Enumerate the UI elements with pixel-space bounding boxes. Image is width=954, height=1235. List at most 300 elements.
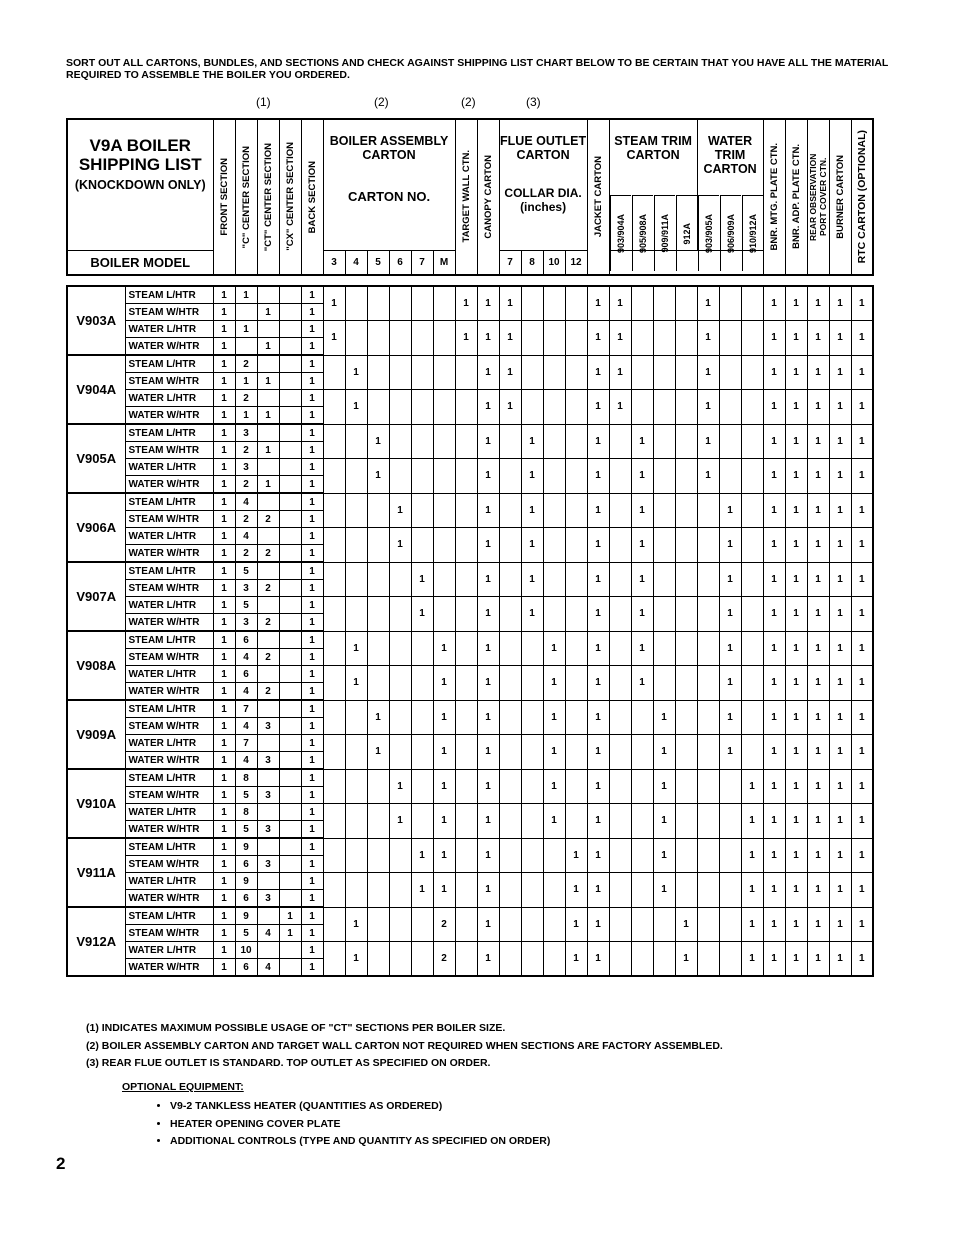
section-qty: 5 — [235, 562, 257, 580]
carton-qty — [345, 562, 367, 597]
carton-qty: 1 — [433, 700, 455, 735]
carton-qty: 1 — [455, 321, 477, 356]
carton-qty — [719, 942, 741, 977]
carton-qty: 1 — [367, 700, 389, 735]
row-label: STEAM W/HTR — [125, 718, 213, 735]
section-qty: 1 — [213, 580, 235, 597]
section-qty: 9 — [235, 907, 257, 925]
carton-qty — [609, 942, 631, 977]
carton-qty: 1 — [851, 769, 873, 804]
carton-qty: 1 — [631, 666, 653, 701]
section-qty: 5 — [235, 821, 257, 839]
carton-qty — [719, 286, 741, 321]
section-qty — [257, 873, 279, 890]
intro-text: SORT OUT ALL CARTONS, BUNDLES, AND SECTIONS AND CHECK AGAINST SHIPPING LIST CHART BELOW TO BE CERTAIN THAT YOU HAVE ALL THE MATERIAL REQUIRED TO ASSEMBLE THE BOILER YOU ORDERED. — [66, 57, 889, 81]
carton-qty: 1 — [829, 942, 851, 977]
carton-qty — [565, 424, 587, 459]
table-row — [67, 769, 873, 787]
carton-qty: 1 — [763, 424, 785, 459]
carton-qty — [389, 597, 411, 632]
carton-qty: 1 — [719, 597, 741, 632]
carton-qty: 1 — [851, 562, 873, 597]
carton-qty — [697, 562, 719, 597]
carton-qty — [697, 907, 719, 942]
carton-qty: 1 — [851, 424, 873, 459]
carton-qty — [543, 355, 565, 390]
carton-qty: 1 — [851, 493, 873, 528]
carton-qty: 1 — [785, 355, 807, 390]
model-name: V904A — [67, 355, 125, 424]
carton-qty: 1 — [785, 597, 807, 632]
section-qty: 1 — [301, 873, 323, 890]
carton-qty — [323, 459, 345, 494]
trim-col-label: 903/905A — [704, 213, 714, 254]
carton-qty: 1 — [741, 873, 763, 908]
carton-qty — [521, 735, 543, 770]
carton-qty — [499, 942, 521, 977]
col-ct-center: "CT" CENTER SECTION — [262, 142, 274, 251]
carton-qty — [543, 942, 565, 977]
carton-qty — [367, 769, 389, 804]
section-qty: 2 — [257, 683, 279, 701]
section-qty — [279, 718, 301, 735]
carton-qty — [565, 562, 587, 597]
section-qty: 1 — [213, 286, 235, 304]
carton-qty — [609, 700, 631, 735]
carton-qty: 1 — [477, 459, 499, 494]
carton-qty: 1 — [763, 493, 785, 528]
carton-qty — [411, 355, 433, 390]
carton-qty: 1 — [829, 424, 851, 459]
section-qty: 9 — [235, 873, 257, 890]
carton-qty: 1 — [851, 907, 873, 942]
section-qty: 1 — [213, 304, 235, 321]
steam-trim-title: STEAM TRIM CARTON — [614, 134, 692, 162]
carton-qty: 1 — [719, 493, 741, 528]
carton-qty: 1 — [367, 735, 389, 770]
carton-no-label: CARTON NO. — [347, 189, 431, 204]
carton-qty: 1 — [411, 838, 433, 873]
section-qty: 1 — [213, 459, 235, 476]
table-row — [67, 355, 873, 373]
carton-qty — [653, 597, 675, 632]
carton-qty: 1 — [345, 666, 367, 701]
carton-qty: 1 — [785, 562, 807, 597]
carton-qty: 1 — [477, 631, 499, 666]
section-qty: 1 — [301, 442, 323, 459]
section-qty — [279, 821, 301, 839]
carton-qty: 1 — [763, 597, 785, 632]
carton-qty: 1 — [763, 942, 785, 977]
section-qty: 8 — [235, 769, 257, 787]
section-qty — [257, 666, 279, 683]
section-qty — [279, 959, 301, 977]
optional-equipment — [122, 1081, 550, 1151]
section-qty: 1 — [301, 856, 323, 873]
carton-qty: 1 — [587, 942, 609, 977]
carton-qty: 1 — [653, 769, 675, 804]
carton-qty — [675, 493, 697, 528]
carton-qty — [455, 804, 477, 839]
carton-qty: 1 — [587, 493, 609, 528]
carton-qty — [367, 631, 389, 666]
section-qty: 1 — [257, 442, 279, 459]
row-label: WATER W/HTR — [125, 614, 213, 632]
section-qty — [279, 838, 301, 856]
section-qty: 1 — [301, 735, 323, 752]
section-qty: 1 — [213, 683, 235, 701]
carton-qty — [675, 390, 697, 425]
carton-qty: 1 — [543, 631, 565, 666]
carton-qty — [565, 493, 587, 528]
carton-qty — [389, 562, 411, 597]
carton-qty: 1 — [785, 873, 807, 908]
carton-qty — [631, 390, 653, 425]
carton-qty — [345, 424, 367, 459]
carton-qty — [433, 562, 455, 597]
carton-qty — [565, 528, 587, 563]
carton-qty — [653, 631, 675, 666]
trim-col-label: 910/912A — [748, 213, 758, 254]
carton-qty: 1 — [763, 459, 785, 494]
row-label: WATER L/HTR — [125, 321, 213, 338]
carton-qty: 1 — [741, 942, 763, 977]
note-ref-1: (1) — [256, 95, 271, 109]
carton-qty — [653, 493, 675, 528]
section-qty — [257, 528, 279, 545]
section-qty: 1 — [213, 424, 235, 442]
carton-qty — [367, 286, 389, 321]
carton-qty: 1 — [631, 631, 653, 666]
section-qty: 1 — [257, 304, 279, 321]
carton-qty — [543, 390, 565, 425]
table-row — [67, 321, 873, 338]
carton-qty: 1 — [631, 493, 653, 528]
section-qty: 1 — [279, 925, 301, 942]
section-qty: 1 — [301, 787, 323, 804]
row-label: STEAM W/HTR — [125, 304, 213, 321]
carton-qty: 2 — [433, 907, 455, 942]
section-qty: 1 — [213, 338, 235, 356]
optional-item: • V9-2 TANKLESS HEATER (QUANTITIES AS ORDERED) — [170, 1098, 550, 1116]
carton-qty — [719, 838, 741, 873]
carton-qty: 1 — [851, 390, 873, 425]
carton-qty — [609, 907, 631, 942]
carton-qty — [697, 493, 719, 528]
carton-qty — [697, 666, 719, 701]
carton-qty: 1 — [345, 942, 367, 977]
carton-qty — [697, 804, 719, 839]
carton-qty — [345, 286, 367, 321]
carton-qty — [697, 942, 719, 977]
carton-qty — [741, 597, 763, 632]
carton-qty — [675, 321, 697, 356]
section-qty — [279, 562, 301, 580]
col-target-wall: TARGET WALL CTN. — [460, 150, 472, 244]
section-qty: 1 — [235, 407, 257, 425]
section-qty: 1 — [213, 718, 235, 735]
carton-qty: 1 — [631, 424, 653, 459]
carton-qty — [323, 528, 345, 563]
row-label: WATER W/HTR — [125, 821, 213, 839]
carton-qty — [741, 459, 763, 494]
row-label: STEAM L/HTR — [125, 907, 213, 925]
carton-qty: 1 — [477, 666, 499, 701]
section-qty — [279, 700, 301, 718]
carton-qty: 1 — [741, 838, 763, 873]
row-label: STEAM W/HTR — [125, 925, 213, 942]
row-label: WATER W/HTR — [125, 752, 213, 770]
carton-qty — [367, 838, 389, 873]
carton-qty — [345, 700, 367, 735]
steam-trim-col — [632, 195, 653, 271]
steam-trim-col — [676, 195, 697, 271]
carton-qty: 1 — [763, 390, 785, 425]
carton-qty — [411, 700, 433, 735]
optional-title: OPTIONAL EQUIPMENT: — [122, 1081, 244, 1093]
carton-qty — [675, 286, 697, 321]
carton-qty — [521, 838, 543, 873]
table-row — [67, 907, 873, 925]
carton-qty: 1 — [477, 700, 499, 735]
carton-qty — [741, 321, 763, 356]
carton-qty — [411, 631, 433, 666]
section-qty — [279, 338, 301, 356]
section-qty: 2 — [235, 442, 257, 459]
carton-qty — [367, 562, 389, 597]
carton-qty: 1 — [829, 735, 851, 770]
carton-qty: 1 — [829, 631, 851, 666]
carton-qty — [741, 562, 763, 597]
carton-qty: 1 — [829, 907, 851, 942]
section-qty: 4 — [235, 718, 257, 735]
section-qty: 1 — [213, 821, 235, 839]
model-name: V903A — [67, 286, 125, 355]
carton-qty — [565, 355, 587, 390]
carton-4: 4 — [345, 251, 367, 275]
carton-qty — [323, 942, 345, 977]
carton-qty: 1 — [719, 735, 741, 770]
carton-qty — [719, 804, 741, 839]
carton-qty: 1 — [829, 700, 851, 735]
section-qty: 1 — [213, 804, 235, 821]
carton-qty: 1 — [697, 424, 719, 459]
section-qty: 1 — [301, 321, 323, 338]
carton-qty — [433, 321, 455, 356]
section-qty: 1 — [213, 442, 235, 459]
carton-qty: 1 — [411, 873, 433, 908]
carton-qty — [609, 666, 631, 701]
section-qty: 1 — [301, 907, 323, 925]
carton-qty: 1 — [477, 493, 499, 528]
carton-qty — [543, 597, 565, 632]
carton-qty: 1 — [785, 907, 807, 942]
carton-qty — [697, 838, 719, 873]
section-qty — [279, 407, 301, 425]
section-qty: 3 — [257, 752, 279, 770]
section-qty: 4 — [235, 528, 257, 545]
carton-qty — [389, 666, 411, 701]
carton-qty — [741, 390, 763, 425]
carton-qty: 1 — [675, 907, 697, 942]
carton-qty: 1 — [829, 528, 851, 563]
section-qty: 1 — [301, 476, 323, 494]
carton-qty: 1 — [565, 838, 587, 873]
section-qty: 6 — [235, 890, 257, 908]
carton-qty — [499, 838, 521, 873]
carton-qty — [653, 355, 675, 390]
carton-qty — [631, 838, 653, 873]
section-qty: 1 — [213, 321, 235, 338]
section-qty — [279, 666, 301, 683]
carton-qty — [389, 355, 411, 390]
carton-qty — [609, 459, 631, 494]
carton-qty: 1 — [829, 493, 851, 528]
carton-qty — [697, 631, 719, 666]
carton-qty — [433, 286, 455, 321]
section-qty — [257, 769, 279, 787]
note-ref-3: (3) — [526, 95, 541, 109]
section-qty: 1 — [213, 355, 235, 373]
row-label: WATER L/HTR — [125, 942, 213, 959]
carton-qty — [521, 631, 543, 666]
section-qty — [279, 424, 301, 442]
carton-qty — [521, 942, 543, 977]
carton-qty: 1 — [785, 286, 807, 321]
carton-qty: 1 — [829, 597, 851, 632]
carton-qty: 1 — [719, 700, 741, 735]
carton-qty: 1 — [455, 286, 477, 321]
section-qty — [279, 614, 301, 632]
carton-qty — [653, 424, 675, 459]
trim-col-label: 912A — [682, 222, 692, 245]
carton-qty: 1 — [521, 424, 543, 459]
section-qty: 8 — [235, 804, 257, 821]
section-qty: 2 — [235, 390, 257, 407]
model-name: V907A — [67, 562, 125, 631]
carton-qty — [609, 873, 631, 908]
carton-qty: 1 — [477, 321, 499, 356]
carton-qty — [389, 873, 411, 908]
section-qty: 1 — [301, 752, 323, 770]
carton-qty: 1 — [741, 907, 763, 942]
carton-qty: 1 — [477, 942, 499, 977]
section-qty — [257, 355, 279, 373]
steam-trim-col — [654, 195, 675, 271]
section-qty: 1 — [213, 614, 235, 632]
carton-qty: 1 — [521, 459, 543, 494]
section-qty: 2 — [257, 649, 279, 666]
carton-qty — [521, 804, 543, 839]
section-qty: 5 — [235, 787, 257, 804]
section-qty: 1 — [257, 373, 279, 390]
carton-qty — [609, 631, 631, 666]
section-qty — [279, 390, 301, 407]
section-qty — [279, 769, 301, 787]
col-cx-center: "CX" CENTER SECTION — [284, 142, 296, 252]
carton-qty: 1 — [829, 355, 851, 390]
carton-qty: 1 — [521, 562, 543, 597]
trim-col-label: 906/909A — [726, 213, 736, 254]
carton-qty — [565, 390, 587, 425]
carton-qty — [675, 873, 697, 908]
section-qty: 1 — [213, 735, 235, 752]
carton-qty — [455, 666, 477, 701]
carton-qty — [675, 528, 697, 563]
carton-qty: 1 — [477, 562, 499, 597]
table-row — [67, 873, 873, 890]
carton-qty: 1 — [741, 804, 763, 839]
carton-qty — [389, 286, 411, 321]
section-qty — [257, 838, 279, 856]
carton-qty: 1 — [785, 942, 807, 977]
carton-qty: 1 — [851, 459, 873, 494]
carton-qty: 1 — [785, 804, 807, 839]
section-qty: 2 — [257, 614, 279, 632]
footnote-1: (1) INDICATES MAXIMUM POSSIBLE USAGE OF "CT" SECTIONS PER BOILER SIZE. — [86, 1022, 506, 1034]
section-qty: 3 — [257, 890, 279, 908]
carton-qty: 1 — [477, 769, 499, 804]
section-qty: 1 — [213, 476, 235, 494]
section-qty: 1 — [301, 493, 323, 511]
collar-10: 10 — [543, 251, 565, 275]
table-row — [67, 424, 873, 442]
carton-qty — [521, 769, 543, 804]
carton-qty — [411, 424, 433, 459]
section-qty: 4 — [235, 493, 257, 511]
carton-qty — [389, 907, 411, 942]
section-qty: 10 — [235, 942, 257, 959]
section-qty — [279, 442, 301, 459]
carton-qty — [411, 286, 433, 321]
carton-qty: 1 — [477, 597, 499, 632]
section-qty: 3 — [235, 580, 257, 597]
carton-qty — [653, 666, 675, 701]
carton-qty: 1 — [543, 804, 565, 839]
carton-qty: 1 — [719, 562, 741, 597]
carton-qty: 1 — [499, 390, 521, 425]
row-label: WATER L/HTR — [125, 735, 213, 752]
section-qty — [279, 942, 301, 959]
carton-qty — [499, 631, 521, 666]
carton-qty — [609, 769, 631, 804]
carton-qty: 1 — [697, 459, 719, 494]
title-cell — [67, 119, 213, 251]
section-qty: 3 — [235, 614, 257, 632]
footnote-3: (3) REAR FLUE OUTLET IS STANDARD. TOP OUTLET AS SPECIFIED ON ORDER. — [86, 1057, 491, 1069]
carton-qty — [433, 597, 455, 632]
section-qty: 3 — [257, 787, 279, 804]
carton-qty — [565, 735, 587, 770]
row-label: WATER W/HTR — [125, 407, 213, 425]
section-qty: 1 — [213, 493, 235, 511]
carton-qty: 1 — [829, 666, 851, 701]
carton-qty — [389, 321, 411, 356]
section-qty: 2 — [235, 355, 257, 373]
col-front-section: FRONT SECTION — [218, 157, 230, 236]
carton-qty — [521, 355, 543, 390]
table-row — [67, 804, 873, 821]
footnote-2: (2) BOILER ASSEMBLY CARTON AND TARGET WALL CARTON NOT REQUIRED WHEN SECTIONS ARE FACTORY ASSEMBLED. — [86, 1039, 723, 1052]
carton-qty: 1 — [433, 631, 455, 666]
carton-qty — [455, 597, 477, 632]
section-qty: 1 — [301, 614, 323, 632]
carton-qty — [433, 459, 455, 494]
carton-qty — [499, 493, 521, 528]
carton-qty — [565, 666, 587, 701]
carton-qty — [631, 355, 653, 390]
carton-qty — [389, 942, 411, 977]
